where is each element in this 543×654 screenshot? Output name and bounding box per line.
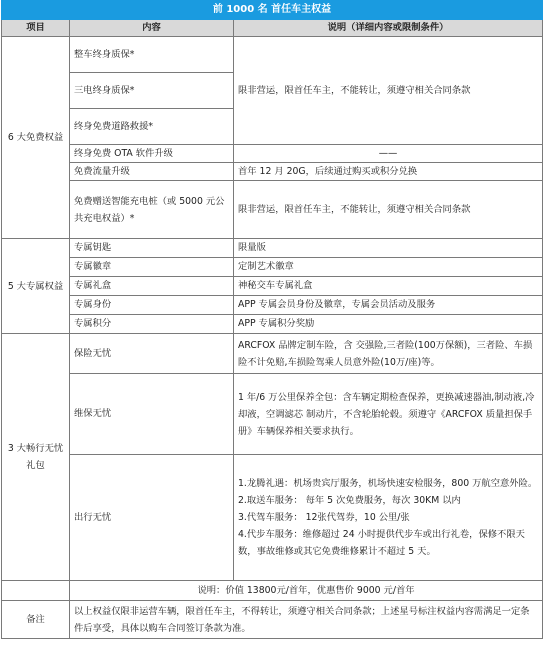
group-label-exclusive: 5 大专属权益 xyxy=(2,239,70,334)
table-row xyxy=(2,334,543,374)
table-row xyxy=(2,455,543,581)
description-cell-travel xyxy=(234,455,543,581)
description-cell: 限非营运，限首任车主，不能转让，须遵守相关合同条款 xyxy=(234,181,543,239)
content-cell: 整车终身质保* xyxy=(70,37,234,73)
description-cell: 限非营运，限首任车主，不能转让，须遵守相关合同条款 xyxy=(234,37,543,145)
description-cell: ARCFOX 品牌定制车险，含 交强险,三者险(100万保额)，三者险、车损险不计免赔,车损险驾乘人员意外险(10万/座)等。 xyxy=(234,334,543,374)
table-title-row xyxy=(2,1,543,20)
table-row xyxy=(2,296,543,315)
remark-label: 备注 xyxy=(2,601,70,639)
travel-line-4: 4.代步车服务：维修超过 24 小时提供代步车或出行礼卷，保修不限天数，事故维修或其它免费维修累计不超过 5 天。 xyxy=(238,529,525,557)
content-cell: 终身免费 OTA 软件升级 xyxy=(70,145,234,163)
table-row xyxy=(2,277,543,296)
table-row xyxy=(2,145,543,163)
content-cell: 专属钥匙 xyxy=(70,239,234,258)
table-row xyxy=(2,163,543,181)
table-row xyxy=(2,315,543,334)
description-cell: —— xyxy=(234,145,543,163)
table-header-row xyxy=(2,20,543,37)
table-row xyxy=(2,258,543,277)
remark-row xyxy=(2,601,543,639)
content-cell: 免费赠送智能充电桩（或 5000 元公共充电权益）* xyxy=(70,181,234,239)
description-cell: APP 专属积分奖励 xyxy=(234,315,543,334)
summary-spacer xyxy=(2,581,70,601)
group-label-free: 6 大免费权益 xyxy=(2,37,70,239)
content-cell: 专属徽章 xyxy=(70,258,234,277)
content-cell: 终身免费道路救援* xyxy=(70,109,234,145)
description-cell: 首年 12 月 20G，后续通过购买或积分兑换 xyxy=(234,163,543,181)
description-cell: APP 专属会员身份及徽章，专属会员活动及服务 xyxy=(234,296,543,315)
table-row xyxy=(2,374,543,455)
travel-line-3: 3.代驾车服务： 12张代驾券，10 公里/张 xyxy=(238,512,410,523)
description-cell: 定制艺术徽章 xyxy=(234,258,543,277)
header-content: 内容 xyxy=(70,20,234,37)
table-row xyxy=(2,239,543,258)
description-cell: 限量版 xyxy=(234,239,543,258)
content-cell: 专属身份 xyxy=(70,296,234,315)
group-label-worry-free: 3 大畅行无忧礼包 xyxy=(2,334,70,581)
content-cell: 三电终身质保* xyxy=(70,73,234,109)
content-cell: 保险无忧 xyxy=(70,334,234,374)
benefits-table xyxy=(1,0,543,639)
description-cell: 1 年/6 万公里保养全包：含车辆定期检查保养，更换减速器油,制动液,冷却液，空调滤芯 制动片，不含轮胎轮毂。须遵守《ARCFOX 质量担保手册》车辆保养相关要求执行。 xyxy=(234,374,543,455)
content-cell: 专属积分 xyxy=(70,315,234,334)
description-cell: 神秘交车专属礼盒 xyxy=(234,277,543,296)
header-description: 说明（详细内容或限制条件） xyxy=(234,20,543,37)
remark-text: 以上权益仅限非运营车辆，限首任车主，不得转让，须遵守相关合同条款；上述星号标注权益内容需满足一定条件后享受，具体以购车合同签订条款为准。 xyxy=(70,601,543,639)
summary-row xyxy=(2,581,543,601)
header-item: 项目 xyxy=(2,20,70,37)
content-cell: 维保无忧 xyxy=(70,374,234,455)
table-title: 前 1000 名 首任车主权益 xyxy=(2,1,543,20)
summary-text: 说明：价值 13800元/首年，优惠售价 9000 元/首年 xyxy=(70,581,543,601)
table-row xyxy=(2,181,543,239)
content-cell: 免费流量升级 xyxy=(70,163,234,181)
table-row xyxy=(2,37,543,73)
travel-line-1: 1.龙腾礼遇：机场贵宾厅服务，机场快速安检服务，800 万航空意外险。 xyxy=(238,478,538,489)
content-cell: 专属礼盒 xyxy=(70,277,234,296)
content-cell: 出行无忧 xyxy=(70,455,234,581)
travel-line-2: 2.取送车服务： 每年 5 次免费服务，每次 30KM 以内 xyxy=(238,495,461,506)
